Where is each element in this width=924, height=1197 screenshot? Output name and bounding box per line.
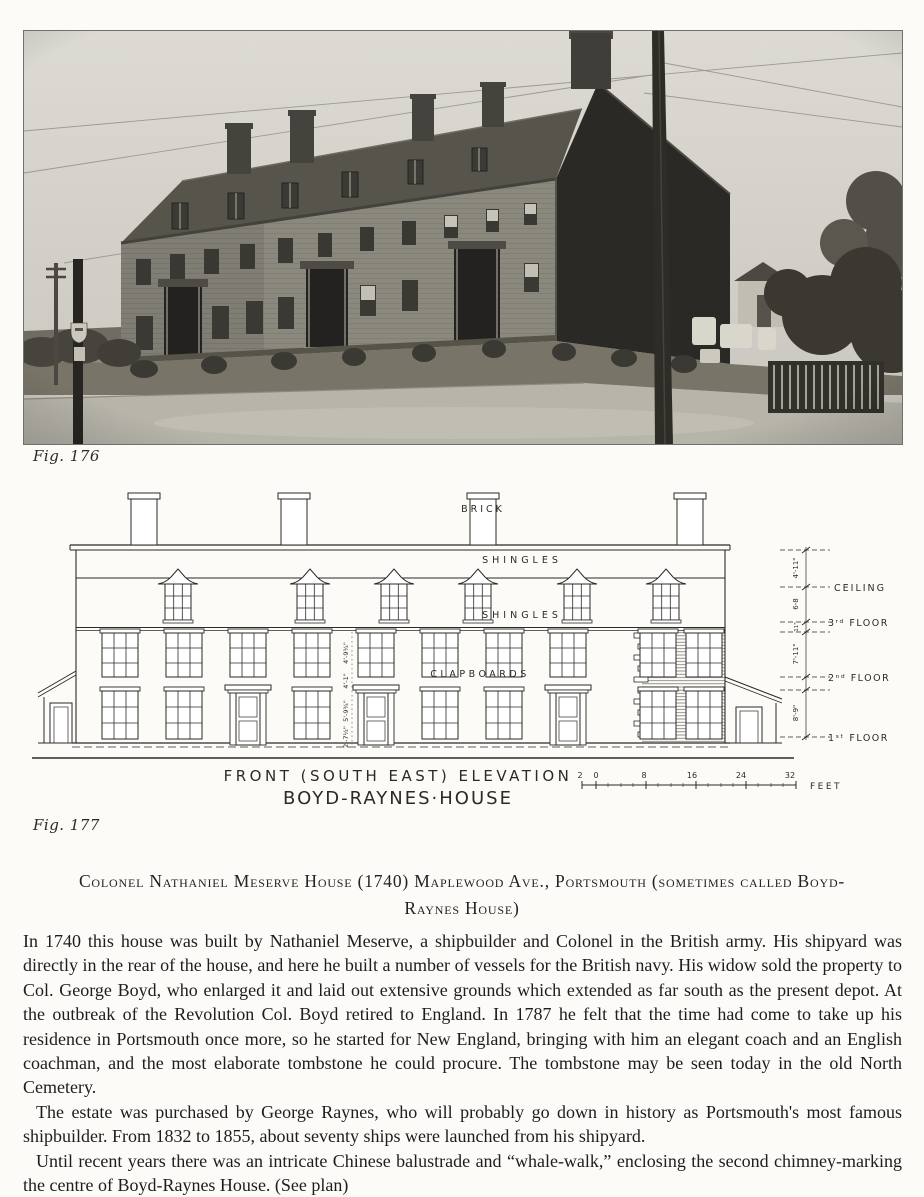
scale-24: 24 <box>735 771 747 780</box>
scale-32: 32 <box>784 771 796 780</box>
house-photograph <box>23 30 903 445</box>
dimension-column <box>780 547 890 744</box>
center-dim-1: 4'-9¾" <box>342 642 350 664</box>
shingles-upper-label: SHINGLES <box>482 555 562 566</box>
paragraph-2: The estate was purchased by George Raynes, who will probably go down in history as Portsmouth's most famous shipbuilder. From 1832 to 1855, about seventy ships were launched from his shipyard. <box>23 1101 902 1147</box>
dim-7-11: 7'-11" <box>792 643 800 665</box>
first-floor-label: 1ˢᵗ FLOOR <box>828 733 889 744</box>
dim-6-8: 6-8 <box>792 598 800 610</box>
shingles-lower-label: SHINGLES <box>482 610 562 621</box>
paragraph-1: In 1740 this house was built by Nathaniel Meserve, a shipbuilder and Colonel in the British army. His shipyard was directly in the rear of the house, and here he built a number of vessels for the British navy. His widow sold the property to Col. George Boyd, who enlarged it and laid out extensive grounds which extended as far south as the present depot. At the outbreak of the Revolution Col. Boyd retired to England. In 1787 he felt that the time had come to take up his residence in Portsmouth once more, so he started for New England, bringing with him an elegant coach and an English coachman, and the most elaborate tombstone he could procure. The tombstone may be seen today in the old North Cemetery. <box>23 931 902 1098</box>
third-floor-label: 3ʳᵈ FLOOR <box>828 618 889 629</box>
dim-11: 11" <box>794 622 800 632</box>
left-porch <box>38 671 76 743</box>
right-porch <box>725 677 782 743</box>
chimneys <box>128 493 706 545</box>
photo-vignette <box>24 31 902 444</box>
dormers <box>158 569 686 623</box>
photo-scene <box>24 31 902 444</box>
plate-caption-line2: Raynes House) <box>404 898 520 918</box>
fig177-caption: Fig. 177 <box>33 816 100 834</box>
elevation-drawing <box>30 487 910 812</box>
plate-caption <box>22 868 902 922</box>
plate-caption-line1: Colonel Nathaniel Meserve House (1740) Maplewood Ave., Portsmouth (sometimes called Boyd- <box>78 871 846 891</box>
fig176-caption: Fig. 176 <box>33 447 100 465</box>
elevation-title: FRONT (SOUTH EAST) ELEVATION <box>223 767 573 785</box>
feet-label: FEET <box>810 782 843 792</box>
doors <box>225 685 591 745</box>
center-dim-3: 5'-9¾" <box>342 700 350 722</box>
scale-2: 2 <box>577 771 583 780</box>
dim-4-11: 4'-11" <box>792 557 800 579</box>
first-floor-windows <box>100 687 724 739</box>
scale-16: 16 <box>686 771 698 780</box>
center-dimensions <box>342 632 352 748</box>
second-floor-windows <box>100 629 724 677</box>
scale-bar <box>577 771 842 792</box>
house-name-title: BOYD-RAYNES·HOUSE <box>283 788 513 809</box>
body-text <box>23 929 902 1197</box>
scale-8: 8 <box>641 771 647 780</box>
center-dim-2: 4'-1" <box>342 673 350 689</box>
elevation-scene <box>30 487 910 812</box>
ceiling-label: CEILING <box>834 583 886 594</box>
paragraph-3: Until recent years there was an intricate Chinese balustrade and “whale-walk,” enclosing the second chimney-marking the centre of Boyd-Raynes House. (See plan) <box>23 1150 902 1196</box>
clapboards-label: CLAPBOARDS <box>430 669 530 680</box>
brick-label: BRICK <box>461 504 505 515</box>
dim-8-9: 8'-9" <box>792 704 800 722</box>
center-dim-4: 2'-7½" <box>342 726 350 748</box>
scale-0: 0 <box>593 771 599 780</box>
second-floor-label: 2ⁿᵈ FLOOR <box>828 673 891 684</box>
